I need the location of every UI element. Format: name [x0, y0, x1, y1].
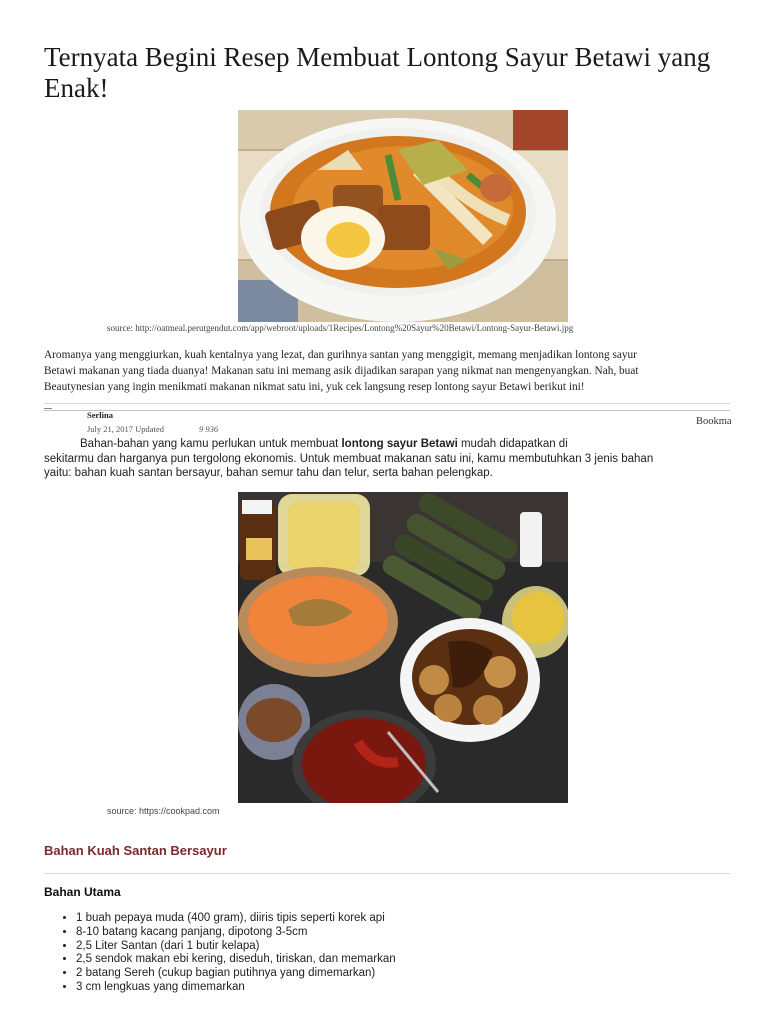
ingredient-item: • 1 buah pepaya muda (400 gram), diiris tipis seperti korek api	[76, 912, 736, 926]
intro-line: Betawi makanan yang tiada duanya! Makanan satu ini memang asik dijadikan sarapan yang nikmat nan mengenyangkan. Nah, buat	[44, 365, 639, 377]
body-text: Bahan-bahan yang kamu perlukan untuk membuat	[80, 438, 342, 450]
image-source-caption: source: http://oatmeal.perutgendut.com/app/webroot/uploads/1Recipes/Lontong%20Sayur%20Betawi/Lontong-Sayur-Betawi.jpg	[107, 323, 574, 333]
lontong-sayur-photo	[238, 110, 568, 322]
ingredient-item: • 2 batang Sereh (cukup bagian putihnya yang dimemarkan)	[76, 967, 736, 981]
divider	[44, 410, 730, 411]
author-name[interactable]: Serlina	[87, 410, 113, 420]
divider	[44, 403, 730, 404]
image-source-caption: source: https://cookpad.com	[107, 806, 220, 816]
subheading: Bahan Utama	[44, 885, 121, 899]
section-heading: Bahan Kuah Santan Bersayur	[44, 843, 227, 858]
view-count: 9 936	[199, 424, 219, 434]
ingredient-item: • 2,5 sendok makan ebi kering, diseduh, tiriskan, dan memarkan	[76, 953, 736, 967]
ingredients-photo	[238, 492, 568, 803]
ingredient-list	[58, 912, 736, 995]
article-title: Ternyata Begini Resep Membuat Lontong Sayur Betawi yang Enak!	[44, 42, 711, 103]
body-text: mudah didapatkan di	[457, 438, 568, 450]
publish-date: July 21, 2017 Updated	[87, 424, 164, 434]
intro-line: Beautynesian yang ingin menikmati makanan nikmat satu ini, yuk cek langsung resep lontong sayur Betawi berikut ini!	[44, 381, 585, 393]
ingredient-item: • 8-10 batang kacang panjang, dipotong 3-5cm	[76, 926, 736, 940]
divider-mark	[44, 408, 52, 409]
body-line: sekitarmu dan harganya pun tergolong ekonomis. Untuk membuat makanan satu ini, kamu membutuhkan 3 jenis bahan	[44, 452, 654, 465]
body-bold-text: lontong sayur Betawi	[341, 438, 458, 450]
bookmark-button[interactable]: Bookma	[696, 416, 732, 427]
ingredient-item: • 2,5 Liter Santan (dari 1 butir kelapa)	[76, 940, 736, 954]
ingredient-item: • 3 cm lengkuas yang dimemarkan	[76, 981, 736, 995]
body-line	[44, 437, 734, 452]
intro-line: Aromanya yang menggiurkan, kuah kentalnya yang lezat, dan gurihnya santan yang menggigit, memang menjadikan lontong sayur	[44, 349, 637, 361]
divider	[44, 873, 730, 874]
body-line: yaitu: bahan kuah santan bersayur, bahan semur tahu dan telur, serta bahan pelengkap.	[44, 467, 493, 479]
body-paragraph	[44, 437, 734, 481]
intro-paragraph	[44, 347, 734, 395]
